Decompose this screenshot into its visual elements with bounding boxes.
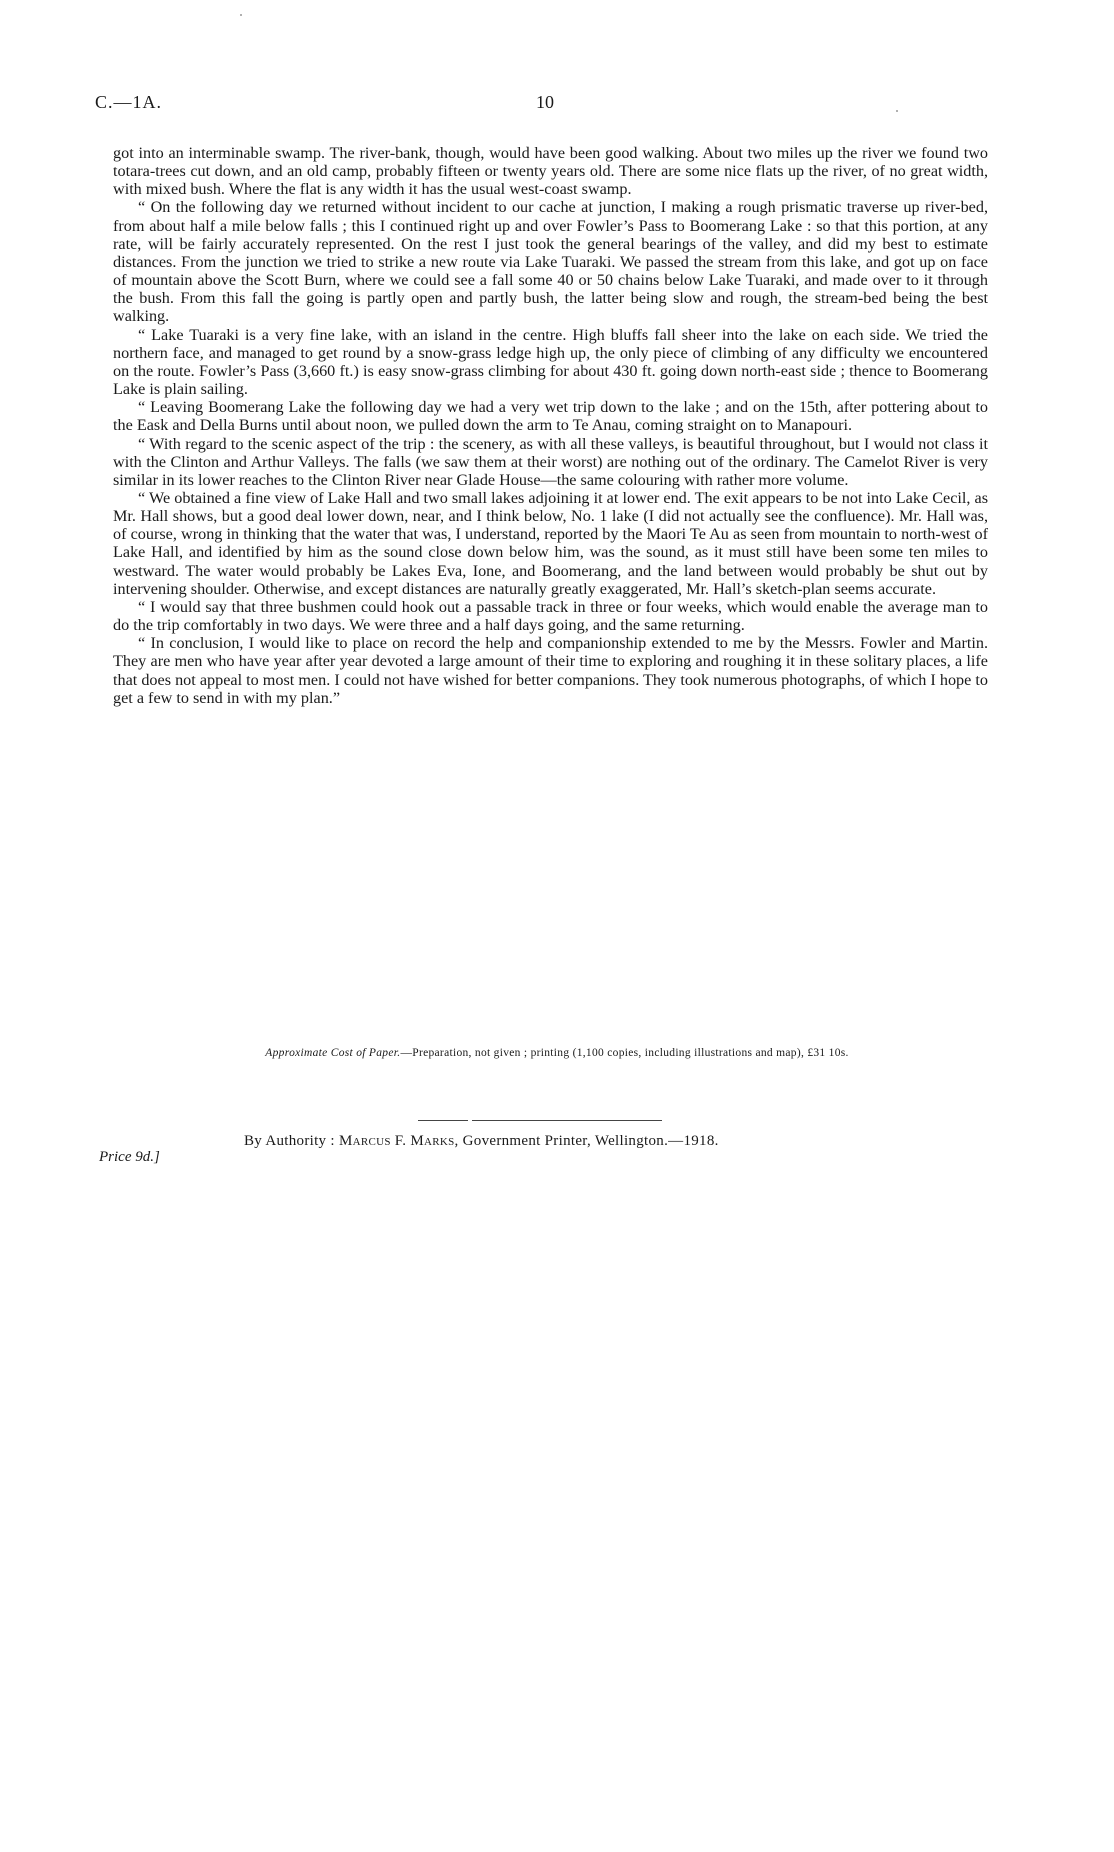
divider-rule [418, 1120, 468, 1121]
price: Price 9d.] [99, 1149, 160, 1165]
body-text [113, 144, 988, 707]
authority-prefix: By Authority : [244, 1133, 339, 1149]
divider-rule [472, 1120, 662, 1121]
paragraph: “ We obtained a fine view of Lake Hall and two small lakes adjoining it at lower end. The exit appears to be not into Lake Cecil, as Mr. Hall shows, but a good deal lower down, near, and I think below, No. 1 lake (I did not actually see the confluence). Mr. Hall was, of course, wrong in thinking that the water that was, I understand, reported by the Maori Te Au as seen from mountain to north-west of Lake Hall, and identified by him as the sound close down below him, was the sound, as it must still have been some ten miles to westward. The water would probably be Lakes Eva, Ione, and Boomerang, and the land between would probably be shut out by intervening shoulder. Otherwise, and except distances are naturally greatly exaggerated, Mr. Hall’s sketch-plan seems accurate. [113, 488, 988, 598]
paragraph: “ Leaving Boomerang Lake the following day we had a very wet trip down to the lake ; and on the 15th, after pottering about to the Eask and Della Burns until about noon, we pulled down the arm to Te Anau, coming straight on to Manapouri. [113, 398, 988, 435]
authority-suffix: , Government Printer, Wellington.—1918. [454, 1133, 719, 1149]
paragraph: got into an interminable swamp. The river-bank, though, would have been good walking. About two miles up the river we found two totara-trees cut down, and an old camp, probably fifteen or twenty years old. There are some nice flats up the river, of no great width, with mixed bush. Where the flat is any width it has the usual west-coast swamp. [113, 144, 988, 199]
paragraph: “ Lake Tuaraki is a very fine lake, with an island in the centre. High bluffs fall sheer into the lake on each side. We tried the northern face, and managed to get round by a snow-grass ledge high up, the only piece of climbing of any difficulty we encountered on the route. Fowler’s Pass (3,660 ft.) is easy snow-grass climbing for about 430 ft. going down north-east side ; thence to Boomerang Lake is plain sailing. [113, 325, 988, 399]
printer-name: Marcus F. Marks [338, 1133, 455, 1149]
cost-note-lead: Approximate Cost of Paper. [265, 1047, 401, 1059]
scan-speck [240, 14, 242, 16]
paragraph: “ I would say that three bushmen could hook out a passable track in three or four weeks, which would enable the average man to do the trip comfortably in two days. We were three and a half days going, and the same returning. [113, 597, 988, 635]
cost-note-text: —Preparation, not given ; printing (1,100 copies, including illustrations and map), £31 10s. [400, 1047, 849, 1059]
paragraph: “ On the following day we returned without incident to our cache at junction, I making a rough prismatic traverse up river-bed, from about half a mile below falls ; this I continued right up and over Fowler’s Pass to Boomerang Lake : so that this portion, at any rate, will be fairly accurately represented. On the rest I just took the general bearings of the valley, and did my best to estimate distances. From the junction we tried to strike a new route via Lake Tuaraki. We passed the stream from this lake, and got up on face of mountain above the Scott Burn, where we could see a fall some 40 or 50 chains below Lake Tuaraki, and made over to it through the bush. From this fall the going is partly open and partly bush, the latter being slow and rough, the stream-bed being the best walking. [113, 198, 988, 326]
cost-note [0, 1047, 1114, 1059]
paragraph: “ With regard to the scenic aspect of the trip : the scenery, as with all these valleys, is beautiful throughout, but I would not class it with the Clinton and Arthur Valleys. The falls (we saw them at their worst) are nothing out of the ordinary. The Camelot River is very similar in its lower reaches to the Clinton River near Glade House—the same colouring with rather more volume. [113, 434, 988, 489]
document-reference: C.—1A. [95, 92, 163, 112]
page-number: 10 [536, 92, 554, 112]
paragraph: “ In conclusion, I would like to place on record the help and companionship extended to me by the Messrs. Fowler and Martin. They are men who have year after year devoted a large amount of their time to exploring and roughing it in these solitary places, a life that does not appeal to most men. I could not have wished for better companions. They took numerous photographs, of which I hope to get a few to send in with my plan.” [113, 634, 988, 707]
printer-authority [244, 1133, 719, 1150]
scan-speck [896, 110, 898, 112]
